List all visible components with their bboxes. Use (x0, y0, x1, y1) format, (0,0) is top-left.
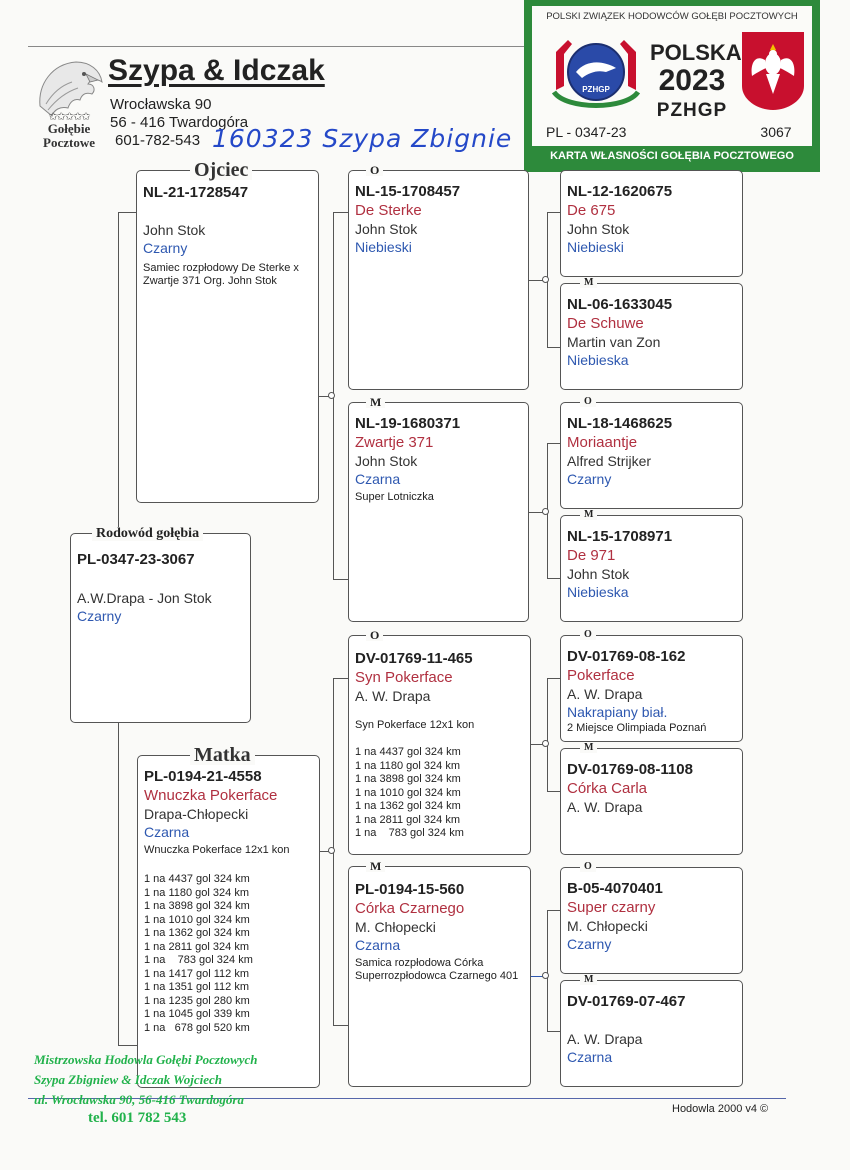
mother-note: Wnuczka Pokerface 12x1 kon (144, 844, 290, 856)
mm-card[interactable] (348, 866, 531, 1087)
ff-owner: John Stok (355, 221, 418, 237)
fm-note: Super Lotniczka (355, 491, 434, 503)
fff-owner: John Stok (567, 221, 630, 237)
fm-card[interactable] (348, 402, 529, 622)
fmm-card[interactable] (560, 515, 743, 622)
ffm-name: De Schuwe (567, 315, 644, 332)
card-number: 3067 (760, 124, 792, 140)
fm-name: Zwartje 371 (355, 434, 434, 451)
fmm-owner: John Stok (567, 566, 630, 582)
fm-ring: NL-19-1680371 (355, 415, 461, 432)
ffm-owner: Martin van Zon (567, 334, 661, 350)
fm-sex-label: M (366, 396, 385, 408)
subject-card[interactable] (70, 533, 251, 723)
fm-owner: John Stok (355, 453, 418, 469)
father-owner: John Stok (143, 222, 206, 238)
connector-ff (547, 212, 561, 348)
mm-note: Samica rozpłodowa Córka Superrozpłodowca Czarnego 401 (355, 957, 519, 982)
mff-ring: DV-01769-08-162 (567, 648, 686, 665)
fmm-name: De 971 (567, 547, 616, 564)
mff-note: 2 Miejsce Olimpiada Poznań (567, 722, 707, 734)
connector-fm (547, 443, 561, 579)
ffm-color: Niebieska (567, 352, 629, 368)
card-ring: PL - 0347-23 (546, 124, 627, 140)
software-credit: Hodowla 2000 v4 © (672, 1103, 769, 1115)
mff-color: Nakrapiany biał. (567, 704, 668, 720)
fmf-sex-label: O (580, 397, 596, 407)
polish-eagle-icon (740, 30, 806, 112)
address-line-2: 56 - 416 Twardogóra (110, 114, 249, 131)
emblem-abbr: PZHGP (582, 85, 610, 94)
mm-owner: M. Chłopecki (355, 919, 436, 935)
card-country: POLSKA (650, 40, 742, 65)
handwritten-note: 160323 Szypa Zbignie (212, 124, 513, 153)
mother-card[interactable] (137, 755, 320, 1088)
subject-owner: A.W.Drapa - Jon Stok (77, 590, 212, 606)
ff-sex-label: O (366, 164, 383, 176)
stamp-line-4: tel. 601 782 543 (88, 1110, 187, 1126)
mmf-color: Czarny (567, 936, 612, 952)
connector-node-fm (542, 508, 549, 515)
ownership-card (524, 0, 820, 172)
mm-color: Czarna (355, 937, 401, 953)
mfm-sex-label: M (580, 743, 597, 753)
mff-owner: A. W. Drapa (567, 686, 643, 702)
pzhgp-emblem-icon (546, 30, 646, 116)
mother-color: Czarna (144, 824, 190, 840)
connector-node-father (328, 392, 335, 399)
ff-card[interactable] (348, 170, 529, 390)
mff-card[interactable] (560, 635, 743, 742)
mf-name: Syn Pokerface (355, 669, 453, 686)
ff-name: De Sterke (355, 202, 422, 219)
card-abbr: PZHGP (656, 100, 728, 121)
mf-card[interactable] (348, 635, 531, 855)
connector-node-ff (542, 276, 549, 283)
fff-name: De 675 (567, 202, 616, 219)
mmf-owner: M. Chłopecki (567, 918, 648, 934)
mf-owner: A. W. Drapa (355, 688, 431, 704)
mother-results: 1 na 4437 gol 324 km 1 na 1180 gol 324 km 1 na 3898 gol 324 km 1 na 1010 gol 324 km 1 na 1362 gol 324 km 1 na 2811 gol 324 km 1 na 783 gol 324 km 1 na 1417 gol 112 km 1 na 1351 gol 112 km 1 na 1235 gol 280 km 1 na 1045 gol 339 km 1 na 678 gol 520 km (144, 873, 253, 1034)
stamp-line-1: Mistrzowska Hodowla Gołębi Pocztowych (34, 1052, 258, 1067)
connector-node-mf (542, 740, 549, 747)
logo-text-2: Pocztowe (43, 135, 95, 150)
fmf-name: Moriaantje (567, 434, 638, 451)
mmf-name: Super czarny (567, 899, 656, 916)
fff-ring: NL-12-1620675 (567, 183, 673, 200)
phone: 601-782-543 (115, 132, 201, 149)
card-year: 2023 (658, 64, 726, 97)
mmm-sex-label: M (580, 975, 597, 985)
fmm-color: Niebieska (567, 584, 629, 600)
mff-name: Pokerface (567, 667, 635, 684)
father-ring: NL-21-1728547 (143, 184, 249, 201)
mm-ring: PL-0194-15-560 (355, 881, 465, 898)
father-label: Ojciec (190, 160, 252, 180)
stamp-line-2: Szypa Zbigniew & Idczak Wojciech (34, 1072, 223, 1087)
mf-sex-label: O (366, 629, 383, 641)
address-line-1: Wrocławska 90 (110, 96, 212, 113)
fm-color: Czarna (355, 471, 401, 487)
fff-color: Niebieski (567, 239, 624, 255)
mmf-ring: B-05-4070401 (567, 880, 663, 897)
logo-stars: ✩✩✩✩✩ (48, 111, 90, 123)
fff-card[interactable] (560, 170, 743, 277)
mother-ring: PL-0194-21-4558 (144, 768, 262, 785)
mfm-name: Córka Carla (567, 780, 648, 797)
ff-color: Niebieski (355, 239, 412, 255)
card-footer: KARTA WŁASNOŚCI GOŁĘBIA POCZTOWEGO (550, 150, 794, 162)
mfm-ring: DV-01769-08-1108 (567, 761, 693, 778)
fmf-card[interactable] (560, 402, 743, 509)
mff-sex-label: O (580, 630, 596, 640)
connector-mf (547, 678, 561, 792)
mmf-card[interactable] (560, 867, 743, 974)
mmm-card[interactable] (560, 980, 743, 1087)
mf-results: 1 na 4437 gol 324 km 1 na 1180 gol 324 km 1 na 3898 gol 324 km 1 na 1010 gol 324 km 1 na 1362 gol 324 km 1 na 2811 gol 324 km 1 na 783 gol 324 km (355, 746, 464, 839)
fmf-owner: Alfred Strijker (567, 453, 652, 469)
fmm-sex-label: M (580, 510, 597, 520)
connector-mother (333, 678, 349, 1026)
subject-label: Rodowód gołębia (92, 527, 203, 541)
mmm-owner: A. W. Drapa (567, 1031, 643, 1047)
mother-label: Matka (190, 745, 255, 765)
connector-node-mother (328, 847, 335, 854)
ffm-ring: NL-06-1633045 (567, 296, 673, 313)
breeder-title: Szypa & Idczak (108, 54, 325, 87)
logo-text-1: Gołębie (47, 121, 91, 136)
connector-mm (547, 910, 561, 1032)
mfm-card[interactable] (560, 748, 743, 855)
fmm-ring: NL-15-1708971 (567, 528, 673, 545)
mm-sex-label: M (366, 860, 385, 872)
mother-owner: Drapa-Chłopecki (144, 806, 249, 822)
fmf-color: Czarny (567, 471, 612, 487)
ff-ring: NL-15-1708457 (355, 183, 461, 200)
mmm-ring: DV-01769-07-467 (567, 993, 686, 1010)
ffm-card[interactable] (560, 283, 743, 390)
father-color: Czarny (143, 240, 188, 256)
subject-ring: PL-0347-23-3067 (77, 551, 195, 568)
ffm-sex-label: M (580, 278, 597, 288)
mfm-owner: A. W. Drapa (567, 799, 643, 815)
mm-name: Córka Czarnego (355, 900, 465, 917)
connector-node-mm (542, 972, 549, 979)
father-card[interactable] (136, 170, 319, 503)
mf-note: Syn Pokerface 12x1 kon (355, 719, 475, 731)
mmm-color: Czarna (567, 1049, 613, 1065)
ownership-card-body (532, 6, 812, 146)
fmf-ring: NL-18-1468625 (567, 415, 673, 432)
subject-color: Czarny (77, 608, 122, 624)
stamp-line-3: ul. Wrocławska 90, 56-416 Twardogóra (34, 1092, 244, 1107)
mmf-sex-label: O (580, 862, 596, 872)
header-rule (28, 46, 528, 47)
mother-name: Wnuczka Pokerface (144, 787, 278, 804)
mf-ring: DV-01769-11-465 (355, 650, 473, 667)
card-org: POLSKI ZWIĄZEK HODOWCÓW GOŁĘBI POCZTOWYCH (546, 11, 798, 22)
father-note: Samiec rozpłodowy De Sterke x Zwartje 371 Org. John Stok (143, 262, 299, 287)
connector-father (333, 212, 349, 580)
